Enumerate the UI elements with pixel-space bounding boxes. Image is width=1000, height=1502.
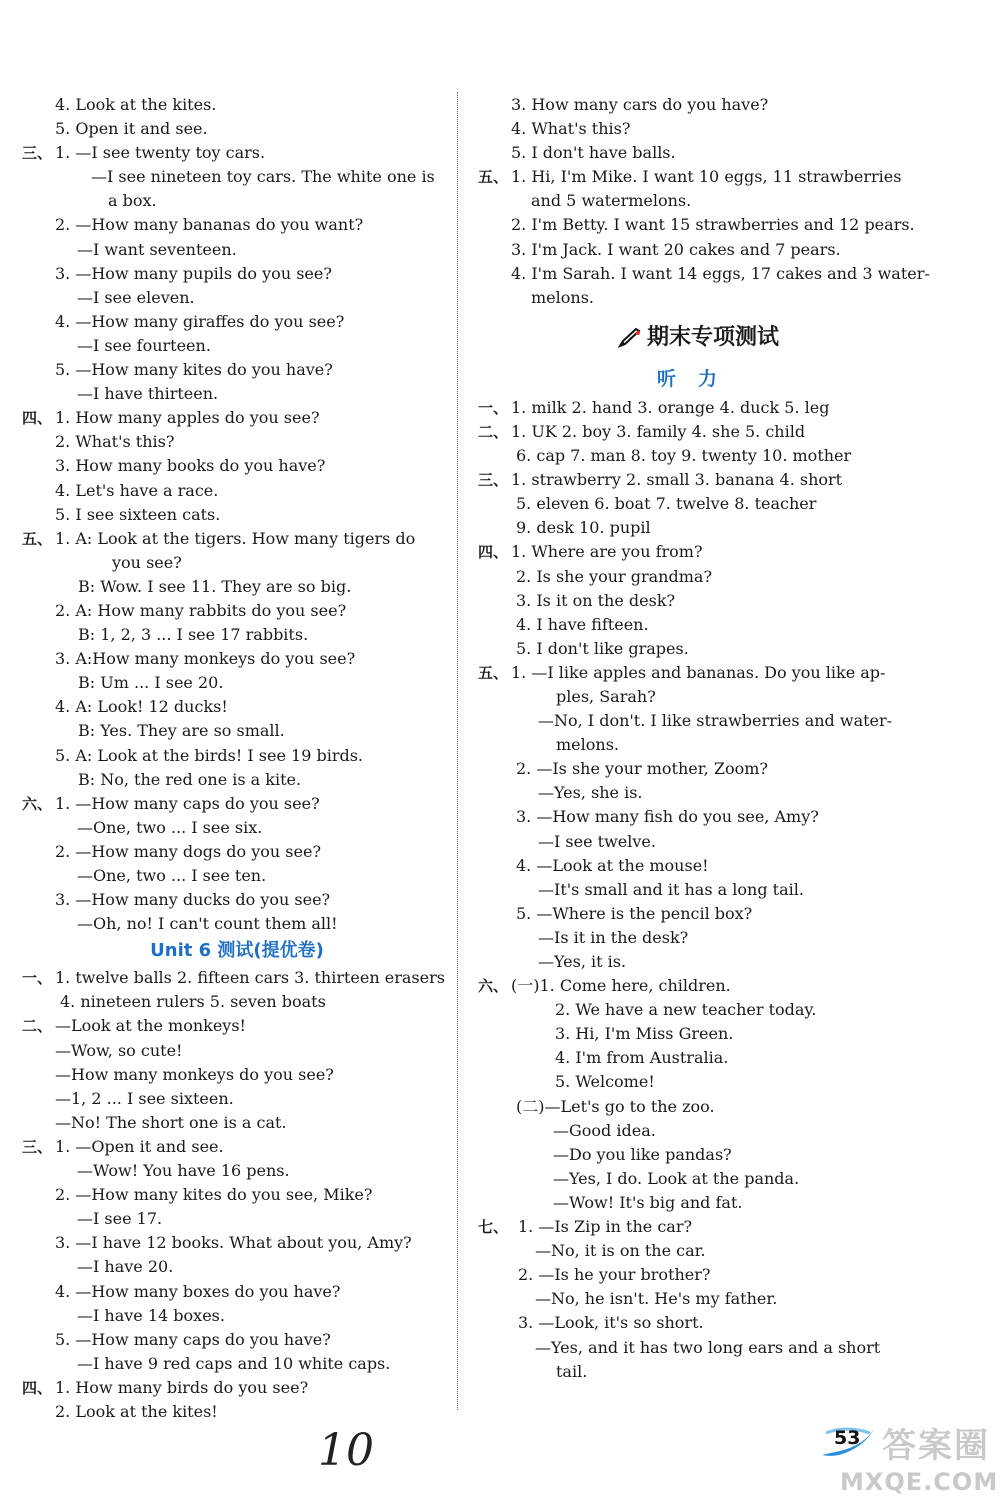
answer-text: 5. I don't like grapes.: [516, 638, 689, 658]
answer-line: [22, 1207, 452, 1231]
answer-text: —Good idea.: [553, 1120, 656, 1140]
answer-line: [478, 1167, 918, 1191]
answer-line: [22, 454, 452, 478]
answer-line: [478, 854, 918, 878]
answer-line: [478, 565, 918, 589]
answer-line: [478, 926, 918, 950]
answer-text: 4. I have fifteen.: [516, 614, 649, 634]
answer-line: [478, 613, 918, 637]
answer-text: —I have thirteen.: [77, 384, 219, 404]
answer-line: [22, 647, 452, 671]
answer-line: [478, 998, 918, 1022]
answer-text: —I see twelve.: [538, 831, 656, 851]
answer-line: [478, 950, 918, 974]
answer-line: [478, 238, 918, 262]
answer-text: —I see fourteen.: [77, 335, 211, 355]
answer-text: 1. Where are you from?: [511, 542, 703, 562]
answer-line: [478, 1070, 918, 1094]
answer-line: [478, 661, 918, 685]
answer-line: [22, 430, 452, 454]
answer-text: —Yes, and it has two long ears and a short: [535, 1337, 881, 1357]
section-number: 一、: [22, 969, 53, 988]
answer-text: 1. milk 2. hand 3. orange 4. duck 5. leg: [511, 397, 830, 417]
answer-text: 1. —Is Zip in the car?: [518, 1217, 693, 1237]
answer-text: 5. A: Look at the birds! I see 19 birds.: [55, 745, 364, 765]
answer-line: [22, 238, 452, 262]
answer-text: 3. —Look, it's so short.: [518, 1313, 704, 1333]
answer-line: [22, 1352, 452, 1376]
answer-text: 2. Is she your grandma?: [516, 566, 713, 586]
answer-line: [478, 468, 918, 492]
answer-line: [22, 695, 452, 719]
answer-line: [478, 709, 918, 733]
answer-text: a box.: [108, 191, 157, 211]
answer-text: —Yes, I do. Look at the panda.: [553, 1168, 800, 1188]
answer-text: 2. We have a new teacher today.: [555, 1000, 817, 1020]
answer-line: [478, 1119, 918, 1143]
answer-line: [478, 1191, 918, 1215]
answer-line: [22, 1063, 452, 1087]
left-column: [22, 93, 452, 1424]
answer-text: 5. —How many caps do you have?: [55, 1329, 331, 1349]
answer-text: —No, he isn't. He's my father.: [535, 1289, 778, 1309]
answer-line: [478, 733, 918, 757]
answer-text: 3. How many books do you have?: [55, 456, 326, 476]
answer-line: [478, 420, 918, 444]
section-number: 三、: [22, 144, 53, 163]
answer-text: melons.: [531, 287, 594, 307]
answer-line: [22, 1014, 452, 1038]
answer-line: [22, 141, 452, 165]
answer-text: —Is it in the desk?: [538, 927, 689, 947]
answer-text: 1. UK 2. boy 3. family 4. she 5. child: [511, 421, 806, 441]
answer-line: [478, 1095, 918, 1119]
answer-text: 3. A:How many monkeys do you see?: [55, 649, 356, 669]
answer-text: 4. Look at the kites.: [55, 95, 217, 114]
right-bottom-answers: [478, 396, 918, 1384]
answer-text: 1. strawberry 2. small 3. banana 4. short: [511, 470, 843, 490]
answer-line: [478, 1263, 918, 1287]
answer-text: 1. How many apples do you see?: [55, 408, 320, 428]
section-number: 四、: [22, 1378, 53, 1397]
answer-text: 3. —How many ducks do you see?: [55, 890, 331, 910]
answer-text: 4. —How many boxes do you have?: [55, 1281, 341, 1301]
answer-line: [478, 757, 918, 781]
answer-text: —Look at the monkeys!: [55, 1016, 246, 1036]
column-divider: [457, 92, 458, 1410]
answer-line: [478, 685, 918, 709]
answer-line: [478, 262, 930, 286]
answer-line: [478, 1336, 918, 1360]
answer-text: 1. —How many caps do you see?: [55, 793, 320, 813]
answer-text: —I have 14 boxes.: [77, 1305, 225, 1325]
answer-text: —I see nineteen toy cars. The white one is: [91, 167, 435, 187]
answer-text: 5. Welcome!: [555, 1072, 655, 1092]
section-number: 一、: [478, 398, 509, 417]
answer-line: [478, 637, 918, 661]
answer-text: B: No, the red one is a kite.: [78, 769, 302, 789]
answer-text: you see?: [112, 552, 182, 572]
answer-line: [22, 599, 452, 623]
answer-text: 1. —I see twenty toy cars.: [55, 143, 266, 163]
answer-line: [22, 990, 452, 1014]
answer-text: 3. Hi, I'm Miss Green.: [555, 1024, 734, 1044]
answer-line: [478, 1143, 918, 1167]
answer-line: [22, 1231, 452, 1255]
answer-line: [22, 575, 452, 599]
section-title-text: 期末专项测试: [646, 324, 779, 350]
answer-text: —Yes, she is.: [538, 783, 643, 803]
answer-line: [22, 792, 452, 816]
answer-line: [22, 1304, 452, 1328]
answer-line: [478, 781, 918, 805]
answer-line: [22, 671, 452, 695]
answer-text: 1. Hi, I'm Mike. I want 10 eggs, 11 strawberries: [511, 167, 902, 187]
answer-text: 4. I'm from Australia.: [555, 1048, 729, 1068]
answer-text: 5. eleven 6. boat 7. twelve 8. teacher: [516, 494, 817, 514]
right-column: [478, 93, 930, 1384]
answer-text: 3. —How many fish do you see, Amy?: [516, 807, 819, 827]
answer-text: 2. A: How many rabbits do you see?: [55, 600, 347, 620]
answer-text: 1. —Open it and see.: [55, 1136, 224, 1156]
section-title: [478, 316, 918, 360]
answer-line: [22, 1280, 452, 1304]
answer-text: and 5 watermelons.: [531, 191, 692, 211]
right-top-answers: [478, 93, 930, 310]
answer-line: [22, 744, 452, 768]
answer-line: [478, 1360, 918, 1384]
answer-line: [22, 286, 452, 310]
answer-line: [22, 1255, 452, 1279]
answer-text: 3. —How many pupils do you see?: [55, 263, 332, 283]
answer-line: [22, 93, 452, 117]
answer-line: [22, 262, 452, 286]
answer-text: 4. —How many giraffes do you see?: [55, 311, 345, 331]
answer-line: [478, 516, 918, 540]
answer-line: [478, 141, 918, 165]
answer-text: 9. desk 10. pupil: [516, 518, 651, 538]
answer-line: [478, 1046, 918, 1070]
answer-line: [22, 912, 452, 936]
answer-line: [478, 589, 918, 613]
answer-text: —No! The short one is a cat.: [55, 1112, 287, 1132]
answer-line: [478, 1287, 918, 1311]
answer-line: [478, 117, 918, 141]
handwritten-number: 10: [318, 1425, 374, 1476]
answer-line: [22, 406, 452, 430]
answer-text: —How many monkeys do you see?: [55, 1064, 334, 1084]
answer-text: 3. How many cars do you have?: [511, 95, 769, 114]
answer-line: [22, 310, 452, 334]
answer-text: —I want seventeen.: [77, 239, 237, 259]
answer-line: [22, 966, 452, 990]
answer-line: [478, 878, 918, 902]
answer-text: —One, two ... I see ten.: [77, 866, 267, 885]
answer-line: [478, 540, 918, 564]
answer-text: (二)—Let's go to the zoo.: [516, 1096, 715, 1116]
answer-line: [478, 213, 918, 237]
answer-text: 3. —I have 12 books. What about you, Amy?: [55, 1233, 412, 1253]
answer-text: 4. I'm Sarah. I want 14 eggs, 17 cakes and 3 water-: [511, 263, 930, 283]
section-number: 二、: [478, 422, 509, 441]
answer-text: 6. cap 7. man 8. toy 9. twenty 10. mother: [516, 446, 852, 466]
answer-text: —Oh, no! I can't count them all!: [77, 914, 338, 934]
answer-text: 4. A: Look! 12 ducks!: [55, 697, 228, 717]
answer-line: [478, 1022, 918, 1046]
answer-line: [22, 382, 452, 406]
answer-text: 4. Let's have a race.: [55, 480, 219, 500]
answer-line: [478, 286, 918, 310]
answer-line: [22, 816, 452, 840]
answer-text: 5. I see sixteen cats.: [55, 504, 221, 524]
answer-text: B: Um ... I see 20.: [78, 673, 224, 693]
answer-text: —I see 17.: [77, 1209, 163, 1229]
answer-text: —1, 2 ... I see sixteen.: [55, 1088, 234, 1108]
answer-text: 2. —How many kites do you see, Mike?: [55, 1185, 373, 1205]
answer-line: [478, 830, 918, 854]
answer-text: tail.: [556, 1361, 588, 1381]
answer-line: [22, 768, 452, 792]
unit-heading: Unit 6 测试(提优卷): [150, 940, 324, 962]
answer-line: [478, 1239, 918, 1263]
answer-line: [22, 1111, 452, 1135]
answer-line: [22, 189, 452, 213]
answer-line: [22, 1159, 452, 1183]
answer-line: [22, 213, 452, 237]
answer-text: —Wow! You have 16 pens.: [77, 1161, 290, 1181]
page-number-badge: [820, 1425, 876, 1459]
answer-line: [22, 117, 452, 141]
answer-text: 2. —Is she your mother, Zoom?: [516, 759, 768, 779]
answer-line: [22, 864, 452, 888]
answer-line: [22, 1183, 452, 1207]
answer-line: [478, 165, 918, 189]
answer-text: —I have 9 red caps and 10 white caps.: [77, 1353, 391, 1373]
answer-text: 2. —Is he your brother?: [518, 1265, 711, 1285]
answer-text: 5. I don't have balls.: [511, 143, 676, 163]
answer-text: —I see eleven.: [77, 287, 195, 307]
answer-line: [478, 93, 918, 117]
answer-text: 3. I'm Jack. I want 20 cakes and 7 pears.: [511, 239, 841, 259]
pencil-icon: [617, 327, 643, 349]
answer-text: —Wow, so cute!: [55, 1040, 183, 1060]
answer-line: [478, 1215, 918, 1239]
answer-text: B: 1, 2, 3 ... I see 17 rabbits.: [78, 625, 309, 645]
section-number: 四、: [478, 543, 509, 562]
answer-line: [22, 334, 452, 358]
answer-text: ples, Sarah?: [556, 686, 656, 706]
answer-line: [478, 444, 918, 468]
answer-line: [22, 165, 452, 189]
answer-line: [22, 1400, 452, 1424]
answer-text: 1. How many birds do you see?: [55, 1377, 309, 1397]
answer-text: 4. nineteen rulers 5. seven boats: [60, 992, 326, 1012]
answer-line: [22, 1087, 452, 1111]
section-number: 五、: [22, 529, 53, 548]
answer-text: 1. twelve balls 2. fifteen cars 3. thirteen erasers: [55, 968, 445, 988]
answer-line: [478, 396, 918, 420]
section-number: 五、: [478, 663, 509, 682]
answer-line: [22, 1039, 452, 1063]
answer-text: 1. A: Look at the tigers. How many tigers do: [55, 528, 416, 548]
answer-text: B: Wow. I see 11. They are so big.: [78, 576, 352, 596]
answer-text: 2. I'm Betty. I want 15 strawberries and 12 pears.: [511, 215, 915, 235]
watermark-bottom: MXQE.COM: [840, 1468, 999, 1496]
answer-line: [478, 974, 918, 998]
answer-text: —It's small and it has a long tail.: [538, 879, 804, 899]
answer-text: (一)1. Come here, children.: [511, 976, 731, 996]
answer-text: 2. Look at the kites!: [55, 1401, 218, 1421]
answer-line: [22, 1135, 452, 1159]
answer-text: 5. Open it and see.: [55, 119, 208, 139]
section-number: 四、: [22, 409, 53, 428]
answer-line: [22, 623, 452, 647]
answer-line: [22, 840, 452, 864]
answer-line: [478, 189, 918, 213]
answer-line: [22, 1328, 452, 1352]
section-subtitle: 听力: [656, 367, 739, 390]
answer-text: —I have 20.: [77, 1257, 174, 1277]
answer-text: 4. —Look at the mouse!: [516, 855, 709, 875]
answer-text: —No, it is on the car.: [535, 1241, 706, 1261]
answer-text: —One, two ... I see six.: [77, 817, 263, 837]
answer-line: [478, 902, 918, 926]
section-number: 二、: [22, 1017, 53, 1036]
watermark-top: 答案圈: [882, 1426, 990, 1466]
answer-line: [22, 1376, 452, 1400]
answer-text: —Yes, it is.: [538, 952, 627, 971]
section-number: 六、: [478, 977, 509, 996]
answer-text: 3. Is it on the desk?: [516, 590, 676, 610]
answer-line: [22, 479, 452, 503]
answer-text: —Do you like pandas?: [553, 1144, 732, 1164]
answer-text: —Wow! It's big and fat.: [553, 1192, 743, 1212]
answer-line: [22, 551, 452, 575]
answer-text: 2. —How many bananas do you want?: [55, 215, 364, 235]
answer-text: 1. —I like apples and bananas. Do you like ap-: [511, 662, 886, 682]
section-number: 七、: [478, 1218, 509, 1237]
answer-text: 2. —How many dogs do you see?: [55, 841, 322, 861]
section-number: 三、: [22, 1137, 53, 1156]
answer-line: [22, 358, 452, 382]
section-number: 五、: [478, 168, 509, 187]
answer-text: 4. What's this?: [511, 119, 631, 139]
answer-line: [22, 888, 452, 912]
answer-line: [478, 805, 918, 829]
answer-line: [22, 527, 452, 551]
answer-line: [478, 492, 918, 516]
answer-line: [478, 1311, 918, 1335]
answer-line: [22, 503, 452, 527]
answer-text: 5. —Where is the pencil box?: [516, 903, 753, 923]
section-number: 三、: [478, 471, 509, 490]
answer-text: B: Yes. They are so small.: [78, 721, 285, 741]
answer-text: 2. What's this?: [55, 432, 175, 452]
section-number: 六、: [22, 794, 53, 813]
page-number: 53: [834, 1427, 861, 1449]
answer-text: 5. —How many kites do you have?: [55, 360, 333, 380]
answer-text: —No, I don't. I like strawberries and water-: [538, 711, 893, 731]
answer-text: melons.: [556, 735, 619, 755]
answer-line: [22, 719, 452, 743]
